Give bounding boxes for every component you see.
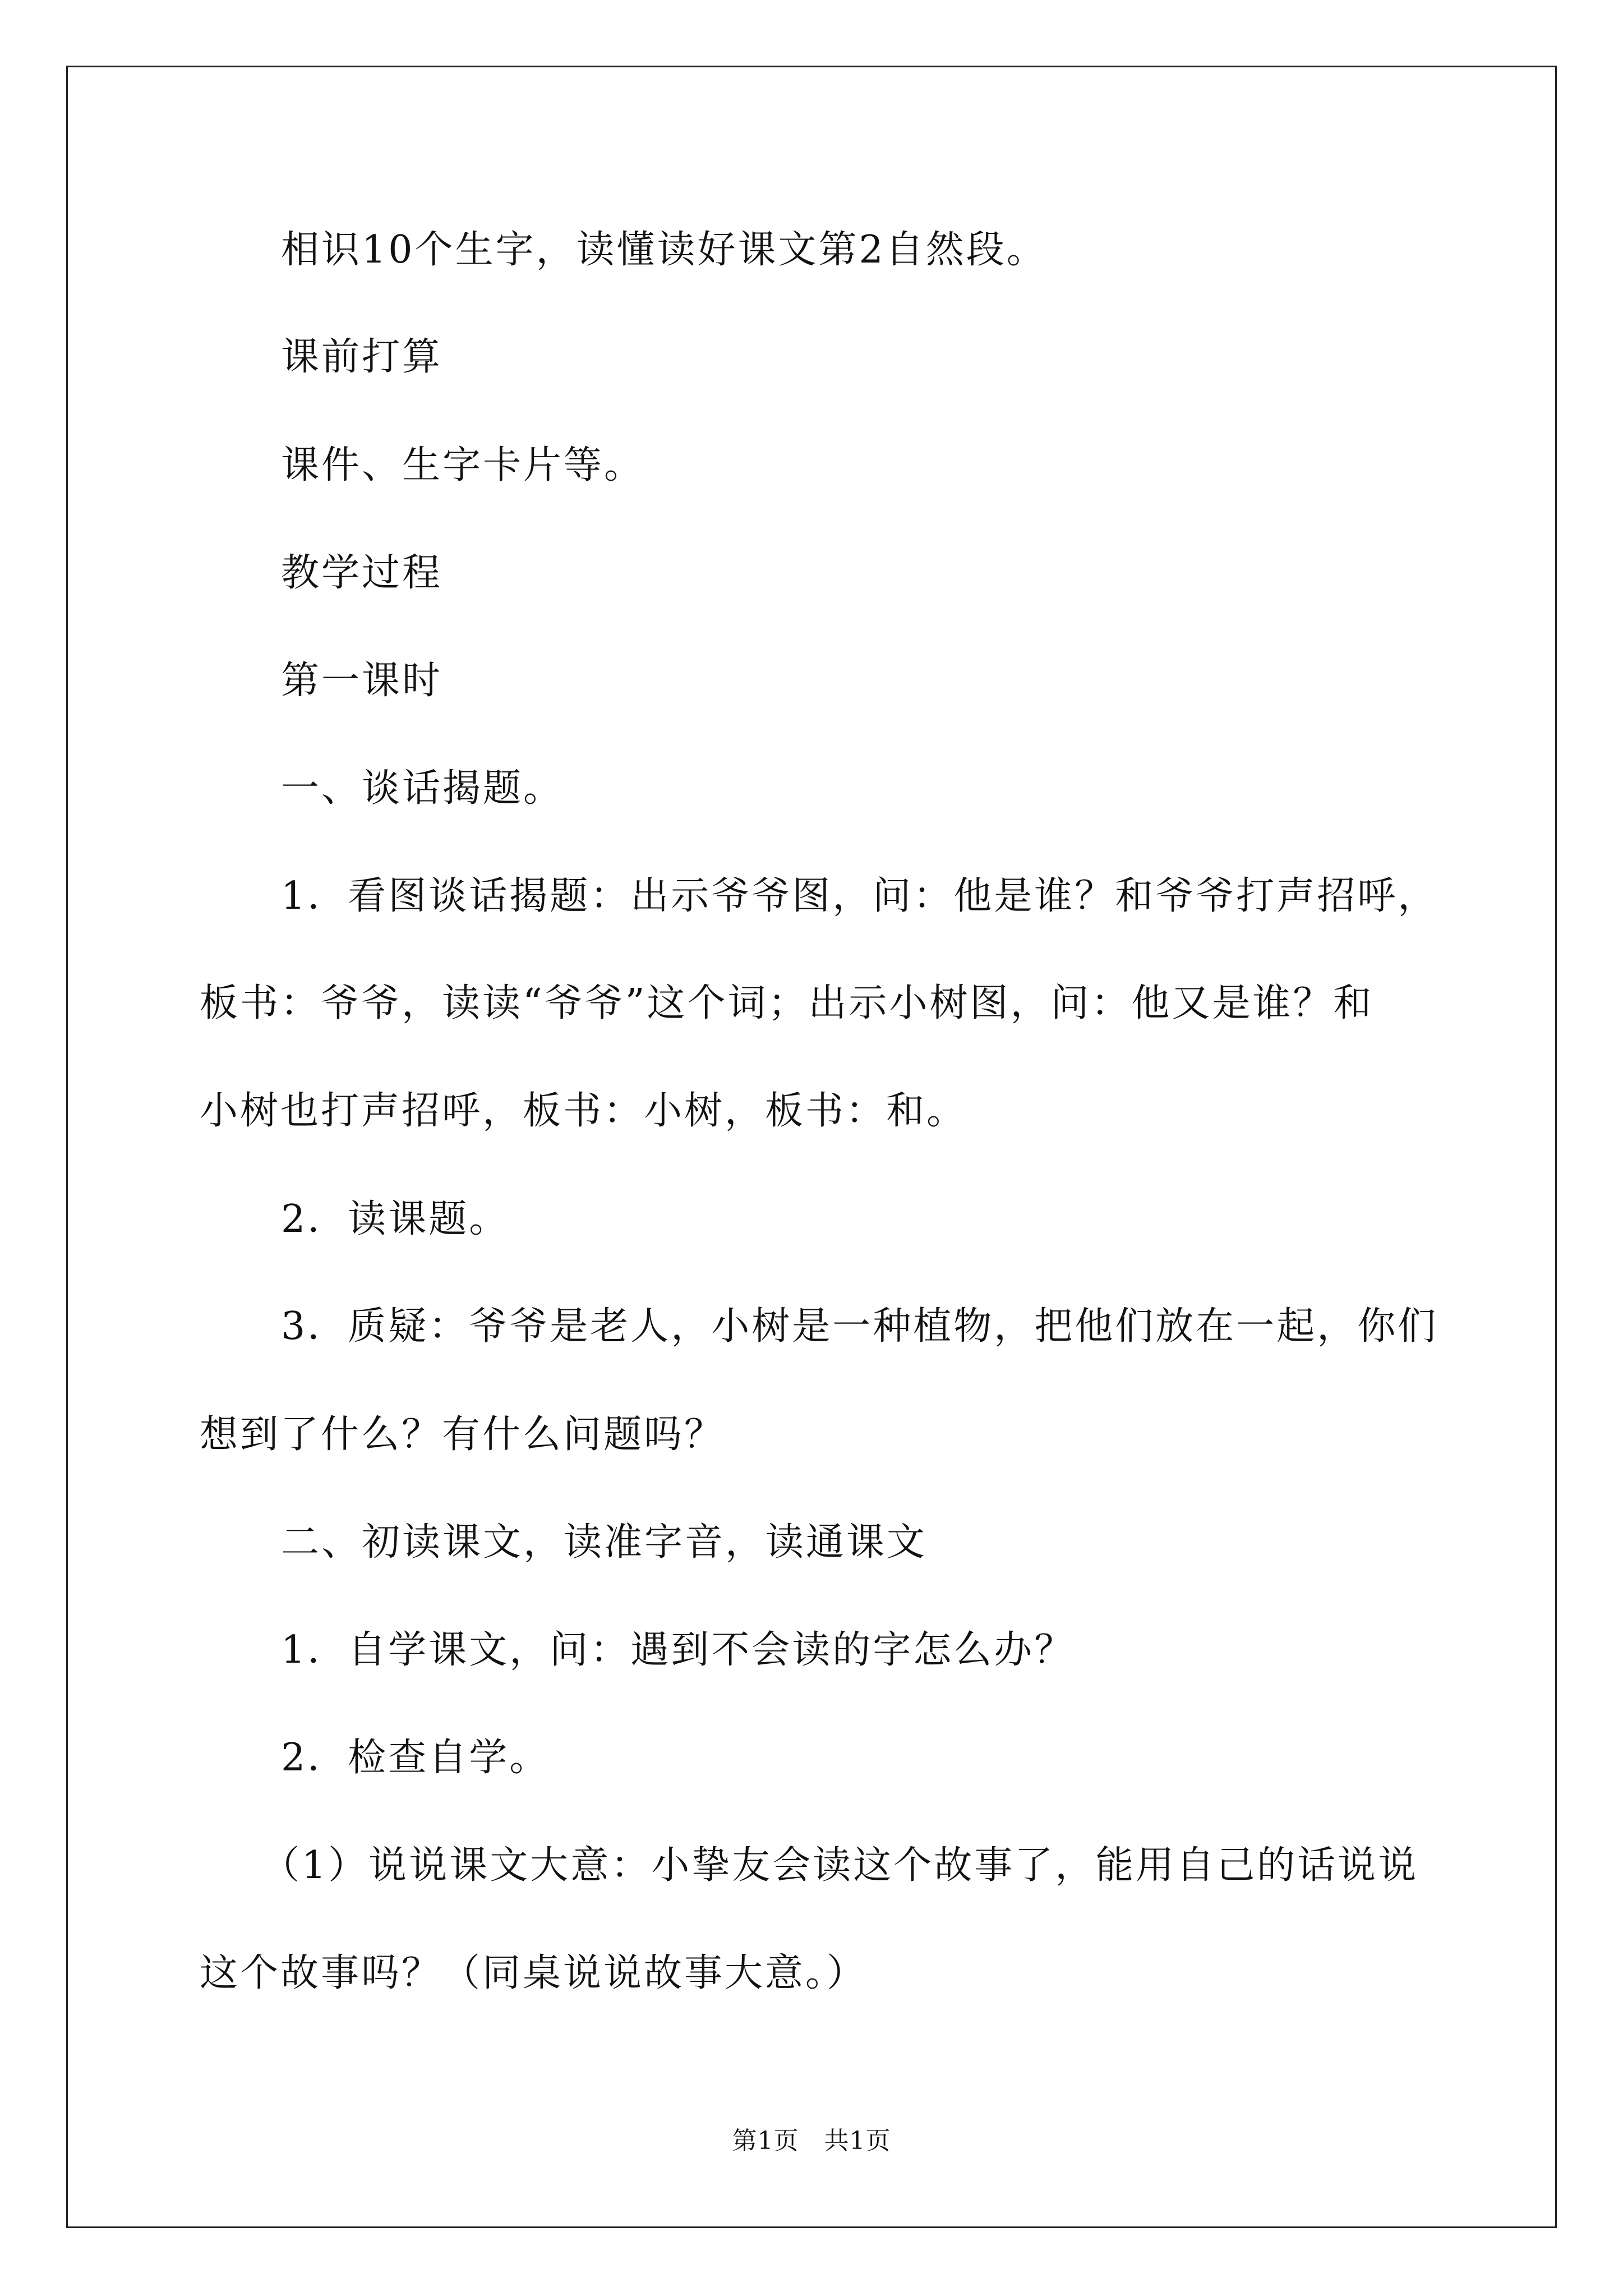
text-line: 第一课时	[281, 659, 443, 703]
text-line: 3．质疑：爷爷是老人，小树是一种植物，把他们放在一起，你们	[281, 1304, 1438, 1349]
text-line: 一、谈话揭题。	[281, 766, 564, 811]
text-line: 相识10个生字，读懂读好课文第2自然段。	[281, 228, 1047, 272]
page-border	[66, 66, 1557, 2228]
text-line: 想到了什么？有什么问题吗？	[200, 1412, 725, 1457]
page-footer: 第1页 共1页	[732, 2127, 891, 2155]
text-line: 课件、生字卡片等。	[281, 443, 645, 487]
text-line: 板书：爷爷，读读“爷爷”这个词；出示小树图，问：他又是谁？和	[200, 981, 1374, 1025]
text-line: （1）说说课文大意：小挚友会读这个故事了，能用自己的话说说	[261, 1843, 1419, 1888]
text-line: 2．检查自学。	[281, 1736, 550, 1780]
text-line: 1．自学课文，问：遇到不会读的字怎么办？	[281, 1628, 1075, 1672]
text-line: 课前打算	[281, 335, 443, 379]
text-line: 2．读课题。	[281, 1197, 510, 1241]
text-line: 这个故事吗？（同桌说说故事大意。）	[200, 1951, 868, 1995]
text-line: 二、初读课文，读准字音，读通课文	[281, 1520, 928, 1565]
text-line: 小树也打声招呼，板书：小树，板书：和。	[200, 1089, 967, 1133]
text-line: 1．看图谈话揭题：出示爷爷图，问：他是谁？和爷爷打声招呼，	[281, 874, 1438, 918]
text-line: 教学过程	[281, 551, 443, 595]
